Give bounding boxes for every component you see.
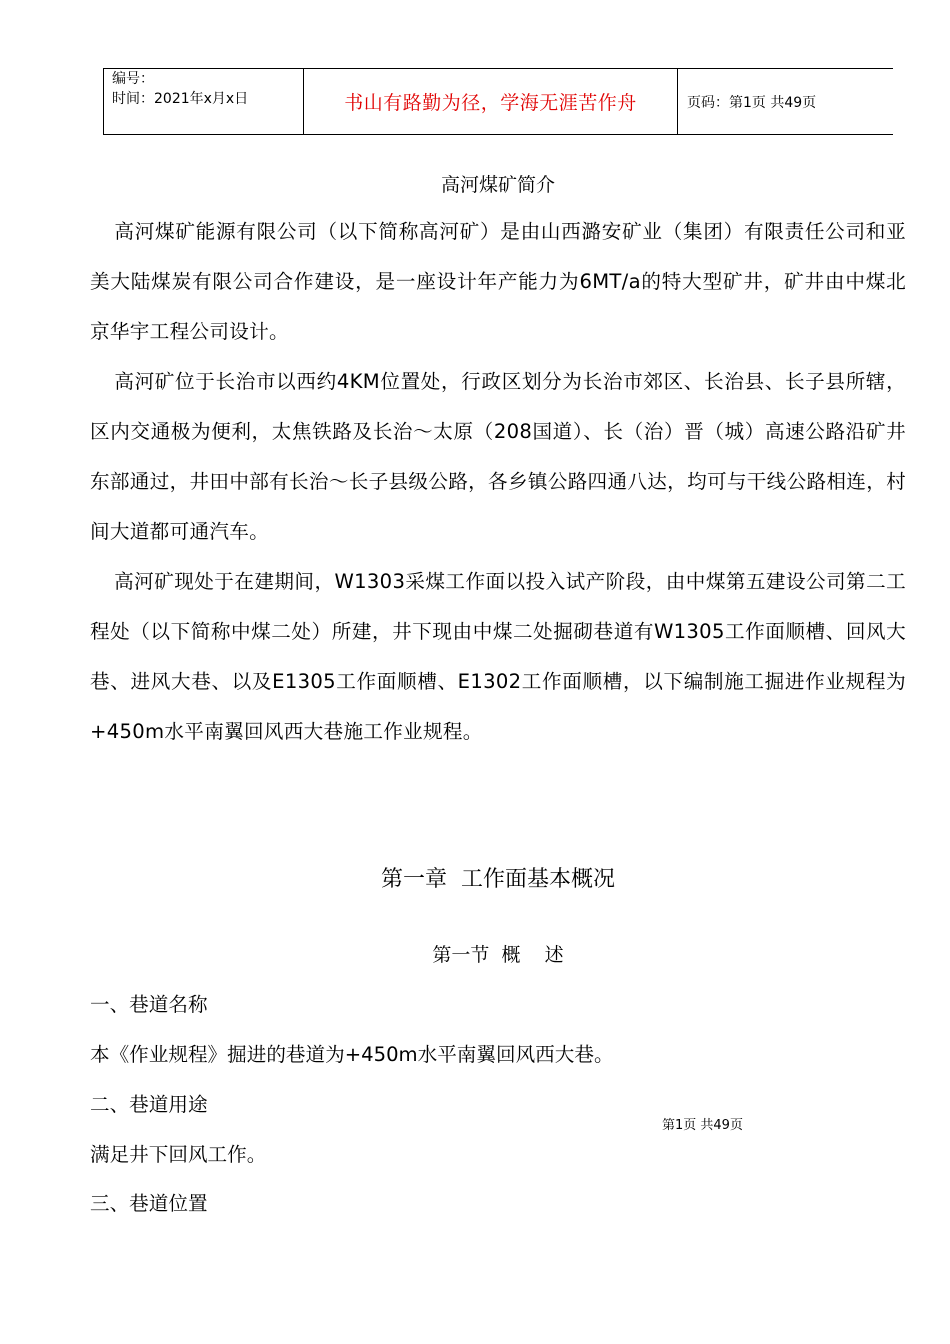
- body-roadway-name: 本《作业规程》掘进的巷道为+450m水平南翼回风西大巷。: [90, 1043, 614, 1066]
- number-label: 编号：: [112, 71, 154, 87]
- intro-paragraph-3: [90, 557, 906, 757]
- heading-roadway-use: 二、巷道用途: [90, 1093, 208, 1116]
- motto-cell: [304, 69, 678, 134]
- paragraph-text: 高河煤矿能源有限公司（以下简称高河矿）是由山西潞安矿业（集团）有限责任公司和亚美大陆煤炭有限公司合作建设，是一座设计年产能力为6MT/a的特大型矿井，矿井由中煤北京华宇工程公司设计。: [90, 220, 906, 343]
- chapter-title: 第一章 工作面基本概况: [381, 867, 615, 892]
- page-code-cell: [678, 69, 893, 134]
- heading-roadway-location: 三、巷道位置: [90, 1192, 208, 1215]
- paragraph-text: 高河矿现处于在建期间，W1303采煤工作面以投入试产阶段，由中煤第五建设公司第二工程处（以下简称中煤二处）所建，井下现由中煤二处掘砌巷道有W1305工作面顺槽、回风大巷、进风大巷、以及E1305工作面顺槽、E1302工作面顺槽，以下编制施工掘进作业规程为+450m水平南翼回风西大巷施工作业规程。: [90, 570, 906, 743]
- header-table: [103, 68, 893, 135]
- intro-paragraph-1: [90, 207, 906, 357]
- heading-roadway-name: 一、巷道名称: [90, 993, 208, 1016]
- time-label: 时间：2021年x月x日: [112, 91, 249, 107]
- paragraph-text: 高河矿位于长治市以西约4KM位置处，行政区划分为长治市郊区、长治县、长子县所辖，区内交通极为便利，太焦铁路及长治～太原（208国道）、长（治）晋（城）高速公路沿矿井东部通过，井田中部有长治～长子县级公路，各乡镇公路四通八达，均可与干线公路相连，村间大道都可通汽车。: [90, 370, 906, 543]
- header-info-cell: [104, 69, 304, 134]
- page-code: 页码：第1页 共49页: [687, 94, 817, 111]
- section-title: 第一节 概 述: [432, 944, 564, 966]
- motto-text: 书山有路勤为径，学海无涯苦作舟: [344, 92, 637, 114]
- intro-paragraph-2: [90, 357, 906, 557]
- intro-title: 高河煤矿简介: [440, 174, 555, 196]
- page-indicator: 第1页 共49页: [662, 1118, 743, 1133]
- body-roadway-use: 满足井下回风工作。: [90, 1143, 267, 1166]
